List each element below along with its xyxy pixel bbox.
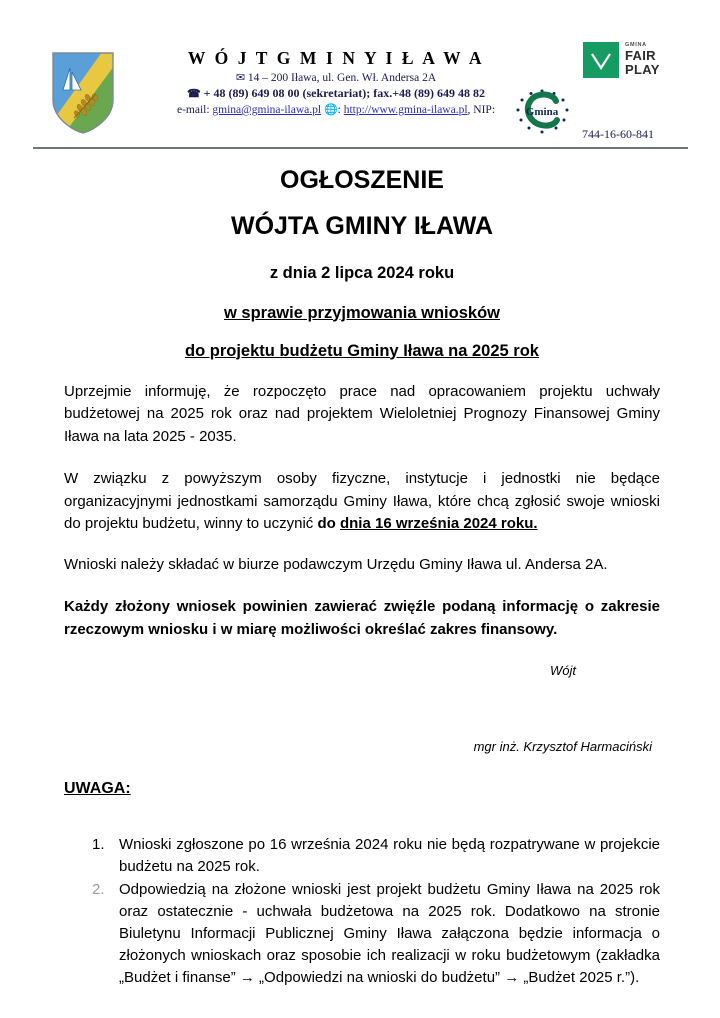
fair-play-big-label: FAIR PLAY xyxy=(625,48,660,77)
document-body xyxy=(64,160,660,990)
paragraph-2-plain: W związku z powyższym osoby fizyczne, instytucje i jednostki nie będące organizacyjnymi jednostkami samorządu Gminy Iława, które chcą zgłosić swoje wnioski do projektu budżetu, winny to uczynić xyxy=(64,470,660,532)
fair-play-logo xyxy=(583,42,687,78)
announcement-subject-line2: do projektu budżetu Gminy Iława na 2025 rok xyxy=(185,341,539,360)
address-text: 14 – 200 Iława, ul. Gen. Wł. Andersa 2A xyxy=(247,72,437,84)
paragraph-4: Każdy złożony wniosek powinien zawierać zwięźle podaną informację o zakresie rzeczowym wniosku i w miarę możliwości określać zakres finansowy. xyxy=(64,598,660,638)
list-item-text: Odpowiedzią na złożone wnioski jest projekt budżetu Gminy Iława na 2025 rok oraz ostatecznie - uchwała budżetowa na 2025 rok. Dodatkowo na stronie Biuletynu Informacji Publicznej Gminy Iława załączona będzie informacja o złożonych wnioskach oraz sposobie ich realizacji w roku budżetowym (zakładka „Budżet i finanse” → „Odpowiedzi na wnioski do budżetu” → „Budżet 2025 r.”). xyxy=(119,881,660,987)
fair-play-text xyxy=(625,43,687,76)
phone-text: + 48 (89) 649 08 00 (sekretariat); fax.+48 (89) 649 48 82 xyxy=(203,86,486,100)
list-item-text: Wnioski zgłoszone po 16 września 2024 roku nie będą rozpatrywane w projekcie budżetu na 2025 rok. xyxy=(119,836,660,876)
email-web-line xyxy=(140,103,532,118)
announcement-date: z dnia 2 lipca 2024 roku xyxy=(269,263,455,282)
notice-heading: UWAGA: xyxy=(64,780,131,797)
email-link[interactable]: gmina@gmina-ilawa.pl xyxy=(212,104,322,116)
nip-value: 744-16-60-841 xyxy=(582,127,654,141)
telephone-icon: ☎ xyxy=(186,88,201,100)
office-name: W Ó J T G M I N Y I Ł A W A xyxy=(187,48,485,68)
page-subtitle: WÓJTA GMINY IŁAWA xyxy=(230,211,494,240)
paragraph-3: Wnioski należy składać w biurze podawczym Urzędu Gminy Iława ul. Andersa 2A. xyxy=(64,555,608,573)
web-separator: : xyxy=(337,104,341,116)
website-link[interactable]: http://www.gmina-ilawa.pl xyxy=(343,104,468,116)
nip-label: , NIP: xyxy=(467,104,496,116)
paragraph-2-bold: do xyxy=(317,515,340,532)
phone-line xyxy=(140,86,532,102)
list-item-number: 1. xyxy=(92,836,105,853)
header-divider xyxy=(33,147,688,149)
signature-name: mgr inż. Krzysztof Harmaciński xyxy=(473,739,652,754)
deadline-emphasis: dnia 16 września 2024 roku. xyxy=(339,515,538,532)
globe-icon: 🌐 xyxy=(323,104,338,116)
list-item-number: 2. xyxy=(92,881,105,899)
fair-play-check-icon xyxy=(583,42,619,78)
address-line xyxy=(140,71,532,86)
email-label: e-mail: xyxy=(176,104,210,116)
paragraph-1: Uprzejmie informuję, że rozpoczęto prace nad opracowaniem projektu uchwały budżetowej na 2025 rok oraz nad projektem Wieloletniej Prognozy Finansowej Gminy Iława na lata 2025 - 2035. xyxy=(64,382,660,445)
list-item xyxy=(64,834,660,878)
letterhead xyxy=(0,0,720,141)
signature-role: Wójt xyxy=(550,663,576,678)
gmina-emblem-label: Gmina xyxy=(525,106,559,118)
paragraph-2 xyxy=(64,468,660,536)
announcement-subject-line1: w sprawie przyjmowania wniosków xyxy=(224,303,500,322)
notice-list xyxy=(64,834,660,989)
gmina-emblem-icon xyxy=(509,86,575,138)
contact-block xyxy=(140,48,532,118)
envelope-icon: ✉ xyxy=(235,72,246,84)
page-title: OGŁOSZENIE xyxy=(280,166,444,194)
list-item xyxy=(64,879,660,989)
coat-of-arms-icon xyxy=(52,52,114,134)
fair-play-small-label: GMINA xyxy=(625,42,647,49)
